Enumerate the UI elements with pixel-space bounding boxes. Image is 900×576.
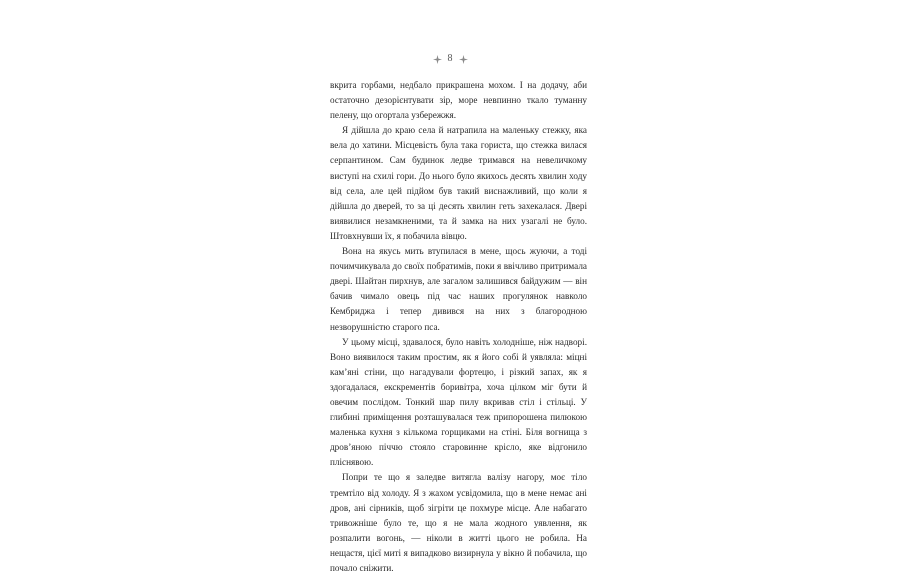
paragraph: Попри те що я заледве витягла валізу нагору, моє тіло тремтіло від холоду. Я з жахом усвідомила, що в мене немає ані дров, ані сірників, щоб зігріти це похмуре місце. Але набагато тривожніше було те, що я не мала жодного уявлення, як розпалити вогонь, — ніколи в житті цього не робила. На нещастя, цієї миті я випадково визирнула у вікно й побачила, що почало сніжити. [330, 472, 587, 573]
page-folio [421, 52, 479, 66]
fleuron-ornament-icon [433, 55, 442, 64]
paragraph: У цьому місці, здавалося, було навіть холодніше, ніж надворі. Воно виявилося таким простим, як я його собі й уявляла: міцні кам’яні стіни, що нагадували фортецю, і різкий запах, як я здогадалася, екскрементів боривітра, хоча цілком міг бути й овечим послідом. Тонкий шар пилу вкривав стіл і стільці. У глибині приміщення розташувалася теж припорошена пилюкою маленька кухня з кількома горщиками на стіні. Біля вогнища з дров’яною піччю стояло старовинне крісло, яке відгонило пліснявою. [330, 336, 587, 468]
paragraph: Вона на якусь мить втупилася в мене, щось жуючи, а тоді почимчикувала до своїх побратимів, поки я ввічливо притримала двері. Шайтан пирхнув, але загалом залишився байдужим — він бачив чимало овець під час наших прогулянок навколо Кембриджа і тепер дивився на них з благородною незворушністю старого пса. [330, 246, 587, 332]
body-text [330, 78, 587, 576]
fleuron-ornament-icon [459, 55, 468, 64]
paragraph: вкрита горбами, недбало прикрашена мохом. І на додачу, аби остаточно дезорієнтувати зір, море невпинно ткало туманну пелену, що огортала узбережжя. [330, 80, 587, 121]
page-number: 8 [447, 53, 453, 64]
paragraph: Я дійшла до краю села й натрапила на маленьку стежку, яка вела до хатини. Місцевість була така гориста, що стежка вилася серпантином. Сам будинок ледве тримався на невеличкому виступі на схилі гори. До нього було якихось десять хвилин ходу від села, але цей підйом був такий виснажливий, що коли я дійшла до дверей, то за ці десять хвилин геть захекалася. Двері виявилися незамкненими, та й замка на них узагалі не було. Штовхнувши їх, я побачила вівцю. [330, 125, 587, 241]
